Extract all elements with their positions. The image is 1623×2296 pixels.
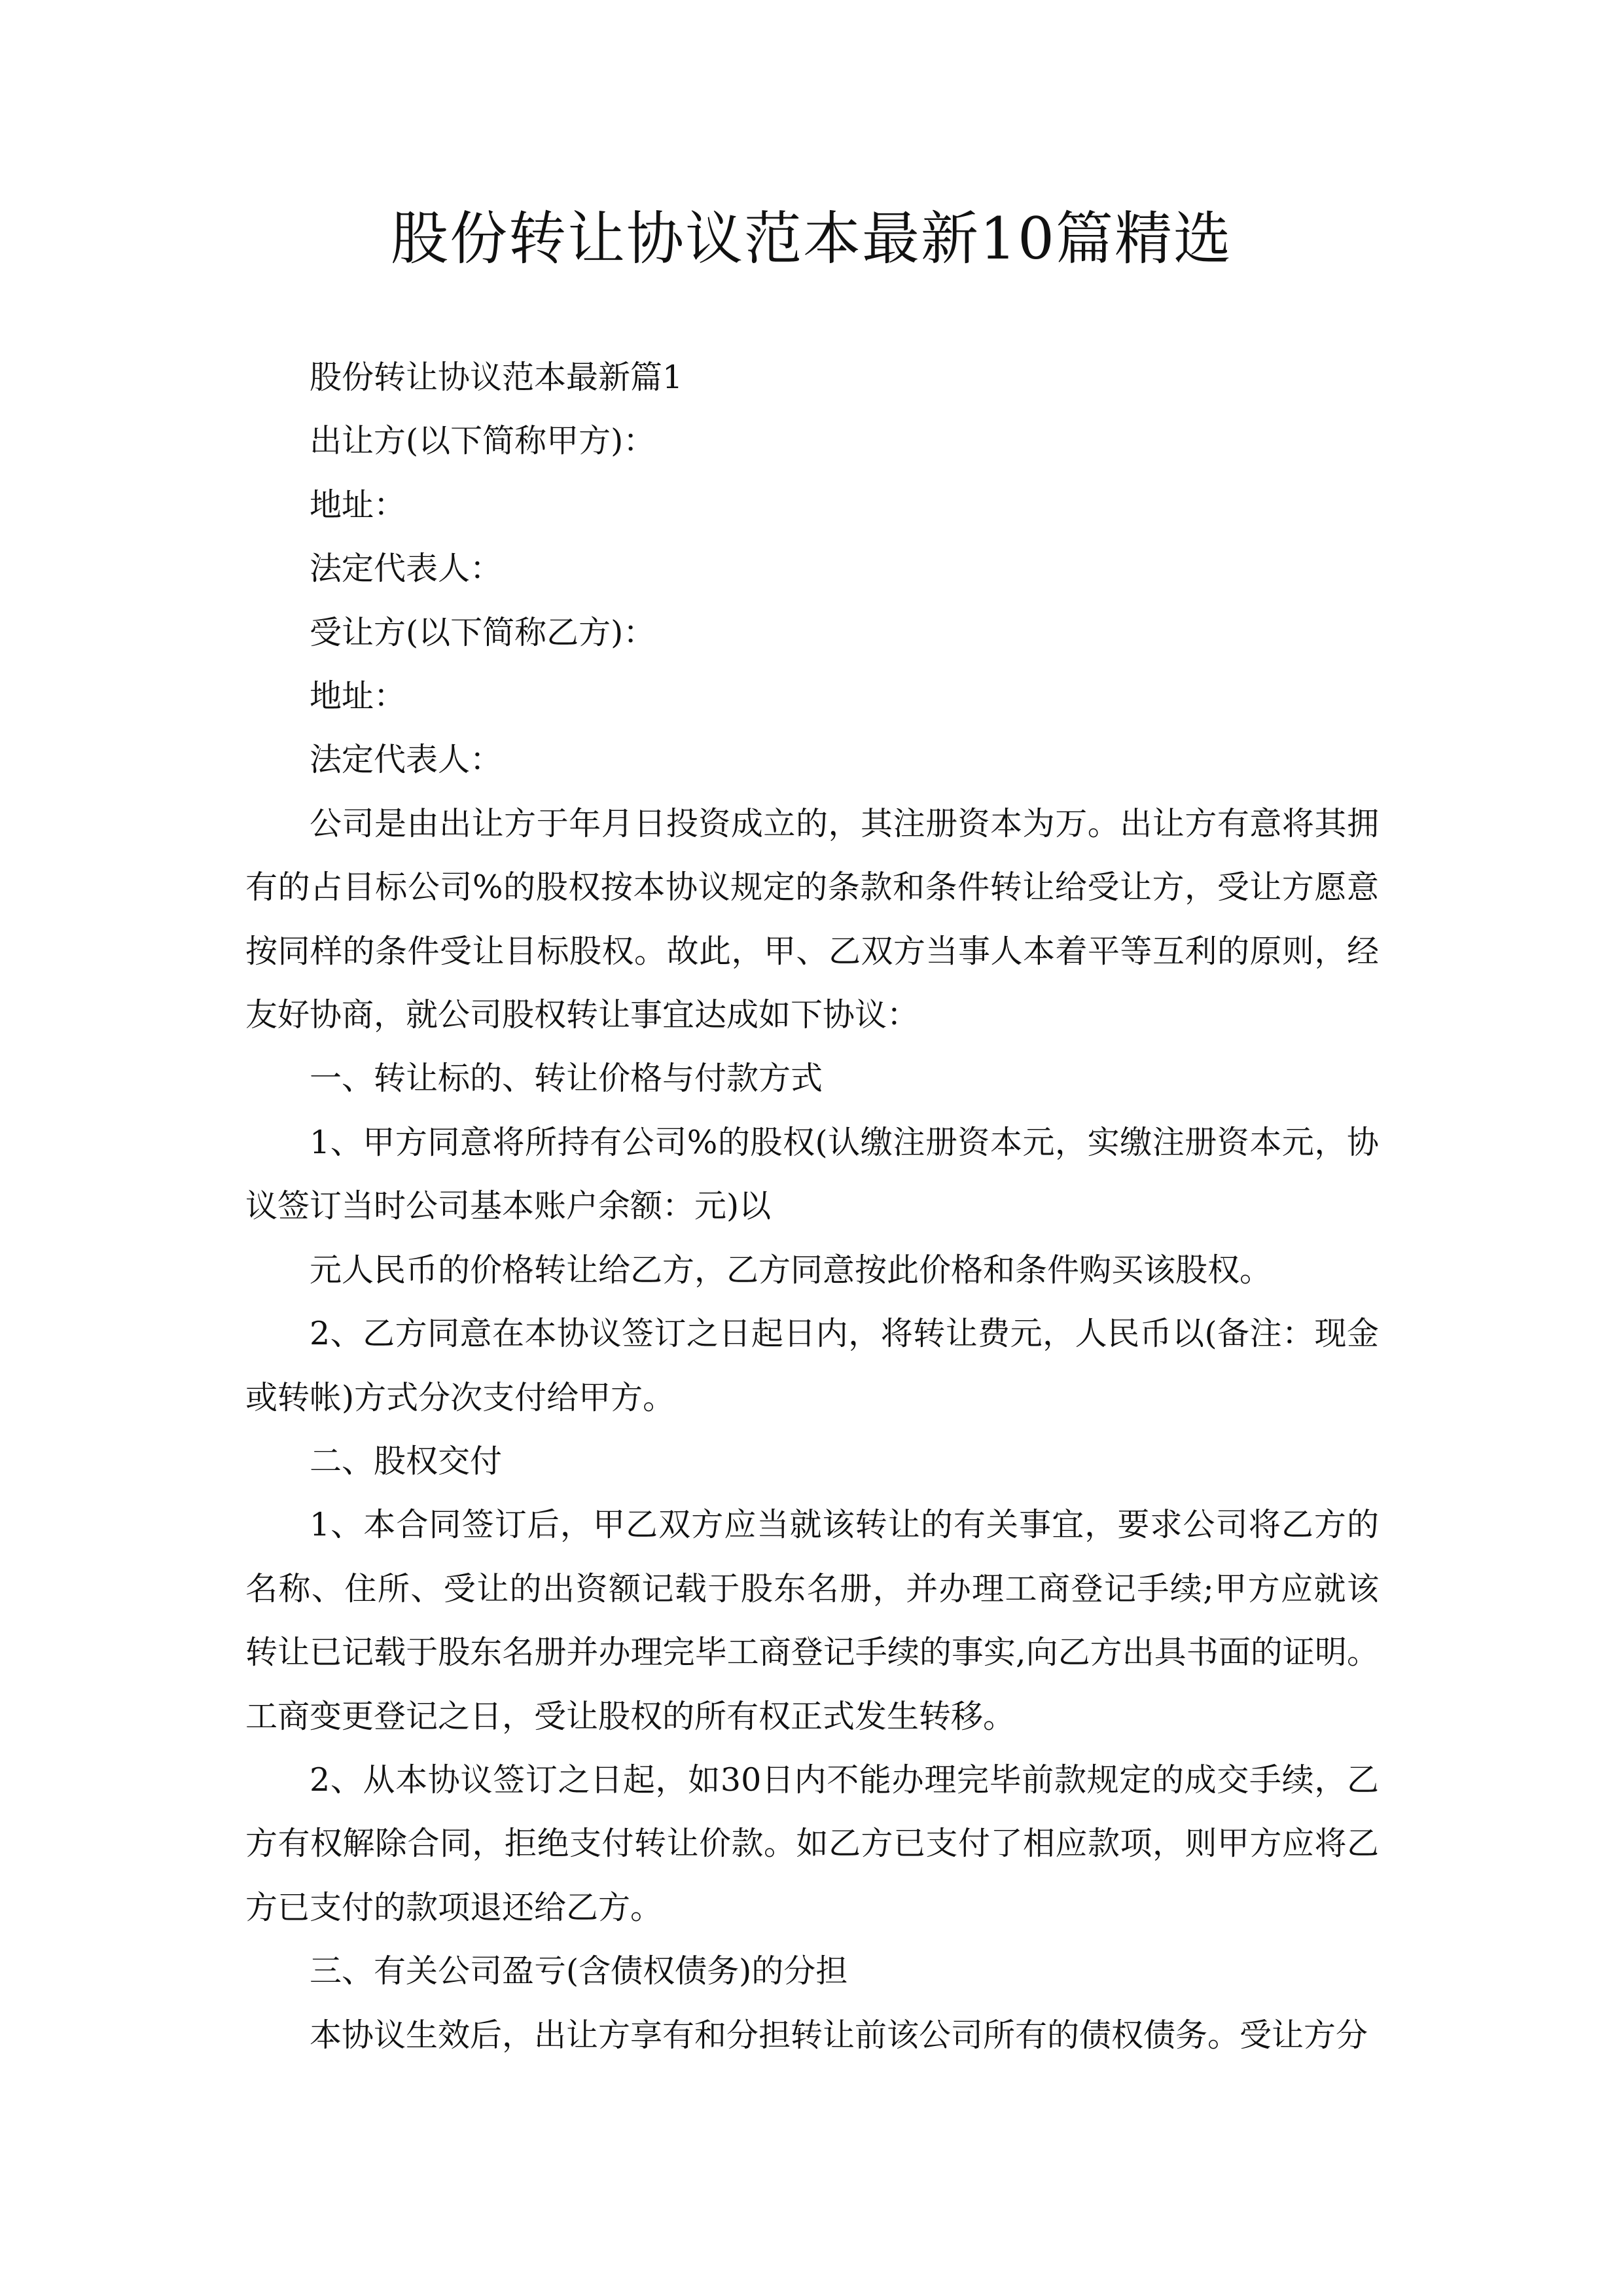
paragraph [245, 728, 1379, 791]
text-line: 按同样的条件受让目标股权。故此，甲、乙双方当事人本着平等互利的原则，经 [245, 932, 1379, 970]
paragraph [245, 1238, 1379, 1302]
paragraph [245, 1111, 1379, 1238]
paragraph [245, 1748, 1379, 1939]
text-line: 方已支付的款项退还给乙方。 [245, 1888, 663, 1926]
text-line: 2、从本协议签订之日起，如30日内不能办理完毕前款规定的成交手续，乙 [310, 1761, 1379, 1799]
text-line: 友好协商，就公司股权转让事宜达成如下协议： [245, 996, 919, 1034]
text-line: 本协议生效后，出让方享有和分担转让前该公司所有的债权债务。受让方分 [310, 2016, 1368, 2054]
text-line: 法定代表人： [310, 550, 503, 588]
paragraph [245, 537, 1379, 600]
text-line: 一、转让标的、转让价格与付款方式 [310, 1060, 823, 1098]
text-line: 二、股权交付 [310, 1442, 503, 1480]
paragraph [245, 1939, 1379, 2003]
text-line: 地址： [310, 677, 406, 715]
text-line: 或转帐)方式分次支付给甲方。 [245, 1378, 675, 1416]
text-line: 有的占目标公司%的股权按本协议规定的条款和条件转让给受让方，受让方愿意 [245, 869, 1379, 906]
text-line: 地址： [310, 486, 406, 524]
text-line: 2、乙方同意在本协议签订之日起日内，将转让费元，人民币以(备注：现金 [310, 1315, 1379, 1353]
text-line: 1、本合同签订后，甲乙双方应当就该转让的有关事宜，要求公司将乙方的 [310, 1506, 1379, 1544]
text-line: 股份转让协议范本最新篇1 [310, 359, 683, 396]
text-line: 转让已记载于股东名册并办理完毕工商登记手续的事实,向乙方出具书面的证明。 [245, 1634, 1379, 1672]
text-line: 公司是由出让方于年月日投资成立的，其注册资本为万。出让方有意将其拥 [310, 804, 1379, 842]
paragraph [245, 792, 1379, 1047]
text-line: 议签订当时公司基本账户余额：元)以 [245, 1187, 772, 1225]
text-line: 出让方(以下简称甲方)： [310, 422, 656, 460]
paragraph [245, 601, 1379, 664]
paragraph [245, 409, 1379, 473]
document-body [245, 346, 1379, 2067]
text-line: 受让方(以下简称乙方)： [310, 613, 656, 651]
text-line: 工商变更登记之日，受让股权的所有权正式发生转移。 [245, 1697, 1016, 1735]
paragraph [245, 1302, 1379, 1429]
text-line: 名称、住所、受让的出资额记载于股东名册，并办理工商登记手续;甲方应就该 [245, 1570, 1379, 1607]
paragraph [245, 1429, 1379, 1493]
text-line: 方有权解除合同，拒绝支付转让价款。如乙方已支付了相应款项，则甲方应将乙 [245, 1825, 1379, 1863]
paragraph [245, 346, 1379, 409]
text-line: 三、有关公司盈亏(含债权债务)的分担 [310, 1952, 848, 1990]
text-line: 元人民币的价格转让给乙方，乙方同意按此价格和条件购买该股权。 [310, 1251, 1272, 1289]
paragraph [245, 1493, 1379, 1748]
text-line: 法定代表人： [310, 741, 503, 779]
paragraph [245, 664, 1379, 728]
text-line: 1、甲方同意将所持有公司%的股权(认缴注册资本元，实缴注册资本元，协 [310, 1123, 1379, 1161]
paragraph [245, 473, 1379, 537]
paragraph [245, 1047, 1379, 1110]
paragraph [245, 2003, 1379, 2067]
document-title: 股份转让协议范本最新10篇精选 [391, 205, 1232, 272]
